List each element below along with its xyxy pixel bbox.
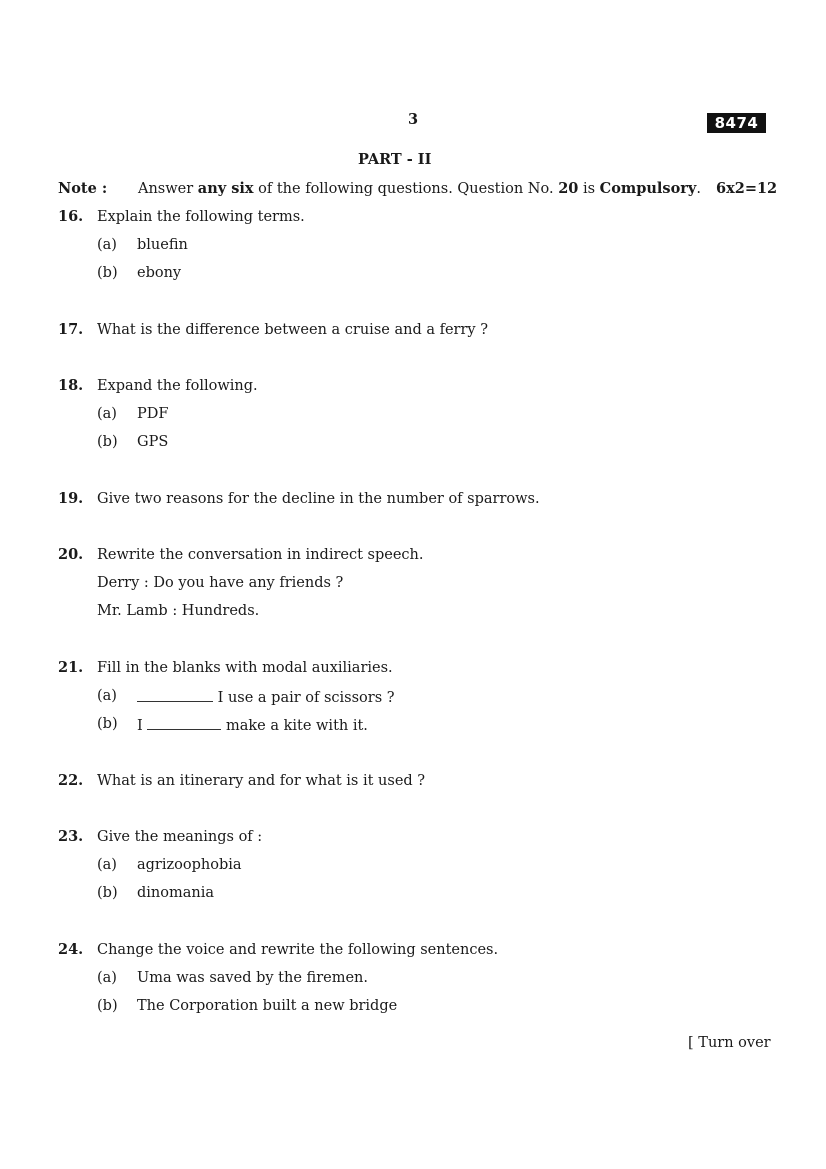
page-number: 3 bbox=[408, 111, 419, 128]
note-text-1: Answer bbox=[138, 181, 198, 197]
sub-label: (b) bbox=[97, 265, 118, 281]
question-number: 18. bbox=[58, 377, 84, 394]
question-text: What is an itinerary and for what is it used ? bbox=[97, 773, 426, 789]
sub-text: agrizoophobia bbox=[137, 857, 242, 873]
turn-over-note: [ Turn over bbox=[688, 1035, 771, 1051]
conversation-line: Derry : Do you have any friends ? bbox=[97, 575, 344, 591]
sub-label: (a) bbox=[97, 237, 117, 253]
conversation-line: Mr. Lamb : Hundreds. bbox=[97, 603, 260, 619]
sub-label: (a) bbox=[97, 688, 117, 704]
note-label: Note : bbox=[58, 180, 108, 197]
note-bold-any-six: any six bbox=[197, 180, 254, 197]
sub-label: (b) bbox=[97, 434, 118, 450]
sub-text: bluefin bbox=[137, 237, 188, 253]
note-text-3: is bbox=[578, 181, 600, 197]
question-number: 24. bbox=[58, 941, 84, 958]
sub-text: PDF bbox=[137, 406, 169, 422]
fill-blank-sentence bbox=[137, 715, 368, 735]
sub-text: GPS bbox=[137, 434, 169, 450]
sub-text: Uma was saved by the firemen. bbox=[137, 970, 368, 986]
question-text: Give two reasons for the decline in the number of sparrows. bbox=[97, 491, 540, 507]
answer-blank bbox=[137, 687, 213, 702]
question-number: 19. bbox=[58, 490, 84, 507]
paper-code-badge: 8474 bbox=[707, 113, 766, 133]
note-bold-q20: 20 bbox=[558, 180, 579, 197]
blank-after: make a kite with it. bbox=[221, 718, 368, 734]
fill-blank-sentence bbox=[137, 687, 395, 707]
question-text: Give the meanings of : bbox=[97, 829, 263, 845]
note-text bbox=[138, 180, 701, 198]
question-text: Explain the following terms. bbox=[97, 209, 305, 225]
note-marks: 6x2=12 bbox=[716, 180, 778, 197]
sub-label: (a) bbox=[97, 406, 117, 422]
sub-text: dinomania bbox=[137, 885, 215, 901]
sub-text: ebony bbox=[137, 265, 182, 281]
question-number: 23. bbox=[58, 828, 84, 845]
question-text: Expand the following. bbox=[97, 378, 258, 394]
question-number: 17. bbox=[58, 321, 84, 338]
question-number: 16. bbox=[58, 208, 84, 225]
note-text-2: of the following questions. Question No. bbox=[253, 181, 559, 197]
answer-blank bbox=[147, 715, 221, 730]
part-title: PART - II bbox=[358, 151, 432, 168]
question-number: 22. bbox=[58, 772, 84, 789]
sub-label: (a) bbox=[97, 857, 117, 873]
sub-text: The Corporation built a new bridge bbox=[137, 998, 398, 1014]
question-text: Fill in the blanks with modal auxiliaries. bbox=[97, 660, 393, 676]
sub-label: (b) bbox=[97, 885, 118, 901]
question-text: Rewrite the conversation in indirect speech. bbox=[97, 547, 424, 563]
question-number: 21. bbox=[58, 659, 84, 676]
question-text: Change the voice and rewrite the following sentences. bbox=[97, 942, 499, 958]
question-text: What is the difference between a cruise and a ferry ? bbox=[97, 322, 488, 338]
blank-before: I bbox=[137, 718, 148, 734]
blank-after: I use a pair of scissors ? bbox=[213, 690, 395, 706]
note-text-4: . bbox=[696, 181, 701, 197]
sub-label: (a) bbox=[97, 970, 117, 986]
note-bold-compulsory: Compulsory bbox=[599, 180, 697, 197]
sub-label: (b) bbox=[97, 998, 118, 1014]
question-number: 20. bbox=[58, 546, 84, 563]
sub-label: (b) bbox=[97, 716, 118, 732]
